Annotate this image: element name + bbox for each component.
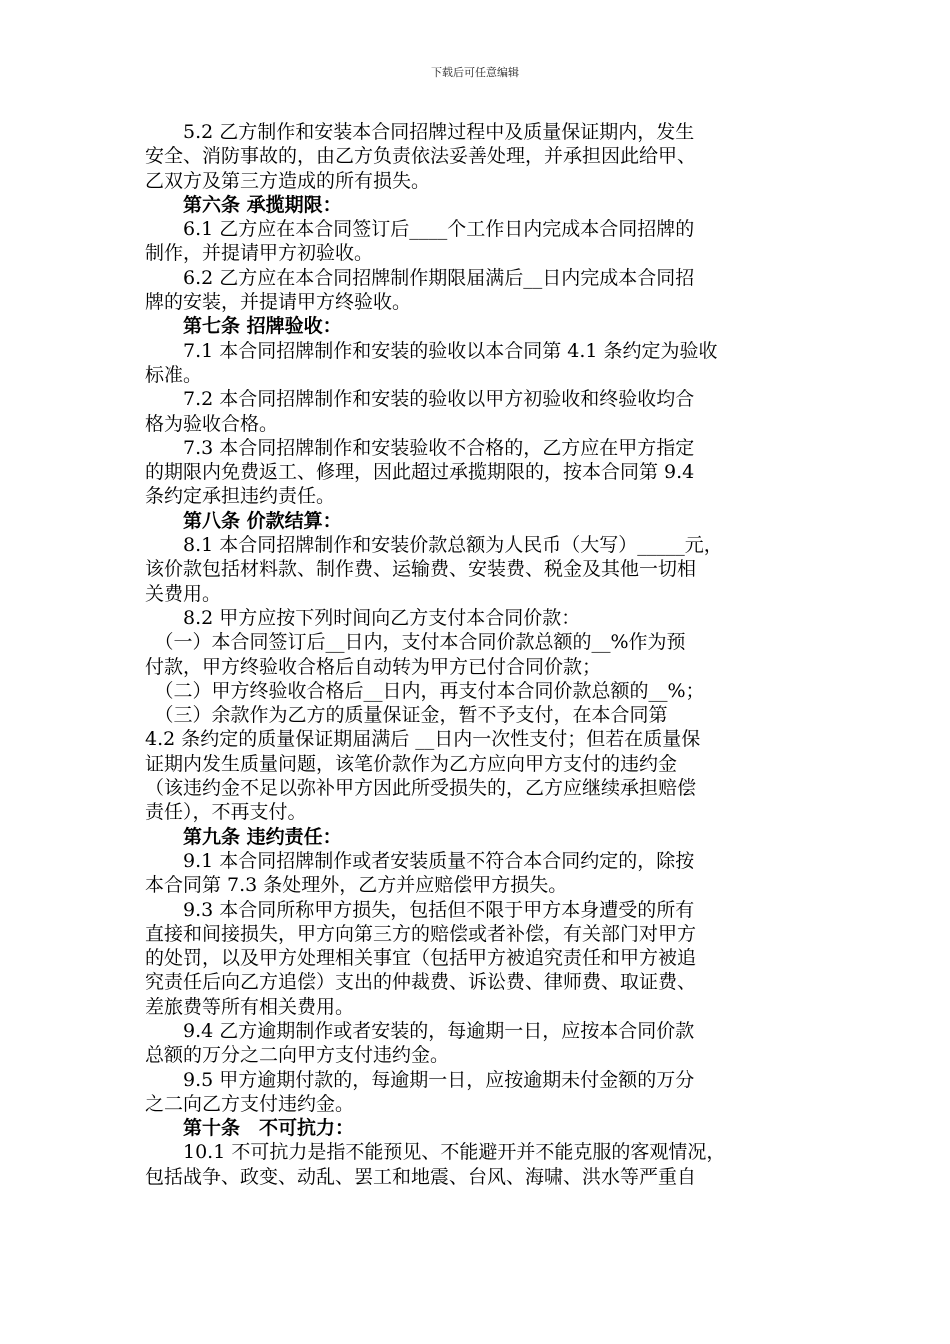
text-line: 责任），不再支付。 — [145, 801, 307, 824]
section-heading: 第十条 不可抗力： — [145, 1117, 355, 1140]
text-line: 安全、消防事故的，由乙方负责依法妥善处理，并承担因此给甲、 — [145, 145, 697, 168]
section-heading: 第九条 违约责任： — [145, 825, 342, 848]
text-line: 9.3 本合同所称甲方损失，包括但不限于甲方本身遭受的所有 — [145, 898, 695, 921]
text-line: 9.5 甲方逾期付款的，每逾期一日，应按逾期未付金额的万分 — [145, 1068, 695, 1091]
text-line: 该价款包括材料款、制作费、运输费、安装费、税金及其他一切相 — [145, 558, 697, 581]
text-line: 之二向乙方支付违约金。 — [145, 1092, 355, 1115]
text-line: 格为验收合格。 — [145, 412, 279, 435]
text-line: 总额的万分之二向甲方支付违约金。 — [145, 1044, 450, 1067]
text-line: 的处罚，以及甲方处理相关事宜（包括甲方被追究责任和甲方被追 — [145, 947, 697, 970]
text-line: 7.3 本合同招牌制作和安装验收不合格的，乙方应在甲方指定 — [145, 436, 695, 459]
text-line: 的期限内免费返工、修理，因此超过承揽期限的，按本合同第 9.4 — [145, 461, 695, 484]
text-line: 直接和间接损失，甲方向第三方的赔偿或者补偿，有关部门对甲方 — [145, 922, 697, 945]
text-line: 8.2 甲方应按下列时间向乙方支付本合同价款： — [145, 606, 581, 629]
text-line: （该违约金不足以弥补甲方因此所受损失的，乙方应继续承担赔偿 — [145, 777, 697, 800]
text-line: （三）余款作为乙方的质量保证金，暂不予支付，在本合同第 — [145, 704, 668, 727]
page-header: 下载后可任意编辑 — [431, 66, 519, 79]
text-line: （二）甲方终验收合格后__日内，再支付本合同价款总额的__%； — [145, 679, 705, 702]
section-heading: 第七条 招牌验收： — [145, 315, 342, 338]
text-line: 9.4 乙方逾期制作或者安装的，每逾期一日，应按本合同价款 — [145, 1019, 695, 1042]
text-line: 6.2 乙方应在本合同招牌制作期限届满后__日内完成本合同招 — [145, 266, 695, 289]
text-line: 付款，甲方终验收合格后自动转为甲方已付合同价款； — [145, 655, 602, 678]
text-line: 本合同第 7.3 条处理外，乙方并应赔偿甲方损失。 — [145, 874, 568, 897]
text-line: 7.1 本合同招牌制作和安装的验收以本合同第 4.1 条约定为验收 — [145, 339, 718, 362]
text-line: 9.1 本合同招牌制作或者安装质量不符合本合同约定的，除按 — [145, 849, 695, 872]
text-line: （一）本合同签订后__日内，支付本合同价款总额的__%作为预 — [145, 631, 686, 654]
text-line: 4.2 条约定的质量保证期届满后 __日内一次性支付；但若在质量保 — [145, 728, 701, 751]
text-line: 6.1 乙方应在本合同签订后____个工作日内完成本合同招牌的 — [145, 218, 695, 241]
text-line: 差旅费等所有相关费用。 — [145, 995, 355, 1018]
text-line: 牌的安装，并提请甲方终验收。 — [145, 291, 412, 314]
section-heading: 第六条 承揽期限： — [145, 193, 342, 216]
text-line: 制作，并提请甲方初验收。 — [145, 242, 374, 265]
text-line: 究责任后向乙方追偿）支出的仲裁费、诉讼费、律师费、取证费、 — [145, 971, 697, 994]
text-line: 证期内发生质量问题，该笔价款作为乙方应向甲方支付的违约金 — [145, 752, 678, 775]
text-line: 10.1 不可抗力是指不能预见、不能避开并不能克服的客观情况， — [145, 1141, 726, 1164]
section-heading: 第八条 价款结算： — [145, 509, 342, 532]
text-line: 8.1 本合同招牌制作和安装价款总额为人民币（大写）_____元， — [145, 534, 723, 557]
text-line: 乙双方及第三方造成的所有损失。 — [145, 169, 431, 192]
text-line: 标准。 — [145, 363, 203, 386]
text-line: 条约定承担违约责任。 — [145, 485, 336, 508]
text-line: 包括战争、政变、动乱、罢工和地震、台风、海啸、洪水等严重自 — [145, 1165, 697, 1188]
text-line: 5.2 乙方制作和安装本合同招牌过程中及质量保证期内，发生 — [145, 121, 695, 143]
text-line: 7.2 本合同招牌制作和安装的验收以甲方初验收和终验收均合 — [145, 388, 695, 411]
document-body — [145, 120, 811, 1189]
text-line: 关费用。 — [145, 582, 222, 605]
